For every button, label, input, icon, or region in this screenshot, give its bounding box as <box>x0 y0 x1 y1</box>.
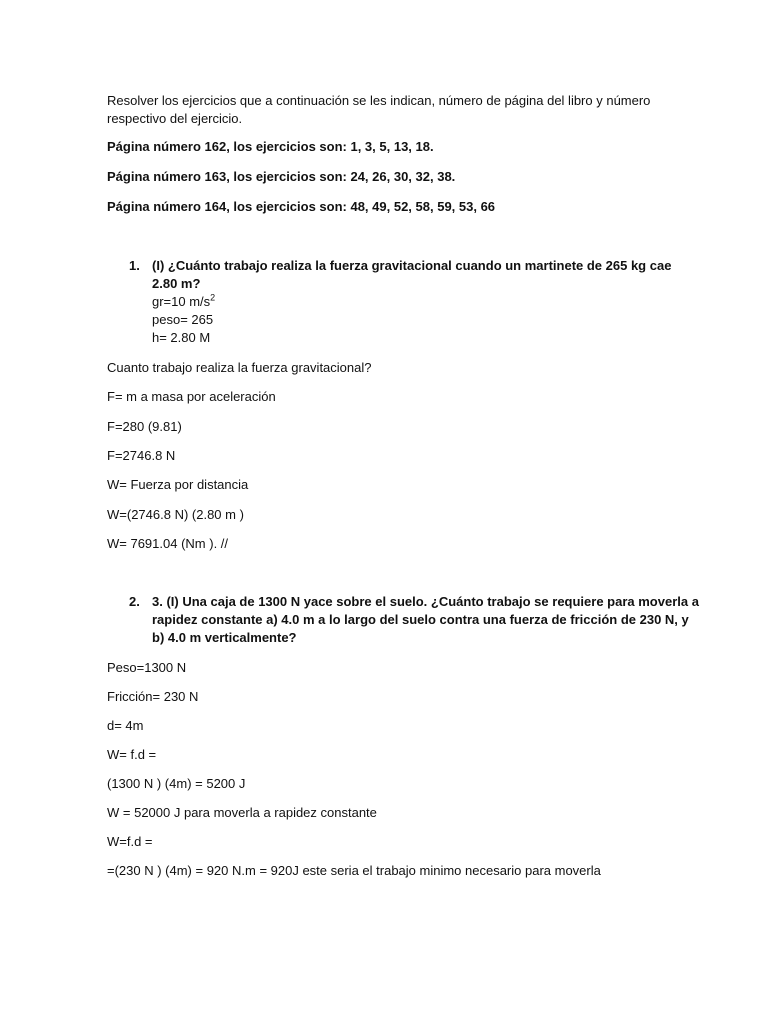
exercise-1-number: 1. <box>129 258 140 273</box>
exercise-1-solution-line: W= 7691.04 (Nm ). // <box>107 536 229 551</box>
exercise-2-question-line-3: b) 4.0 m verticalmente? <box>152 630 297 645</box>
exercise-1-solution-line: F=2746.8 N <box>107 448 176 463</box>
intro-line-2: respectivo del ejercicio. <box>107 111 243 126</box>
page-162-line: Página número 162, los ejercicios son: 1, 3, 5, 13, 18. <box>107 139 434 154</box>
exercise-2-solution-line: d= 4m <box>107 718 144 733</box>
exercise-1-given-height: h= 2.80 M <box>152 330 211 345</box>
exercise-1-solution-line: F= m a masa por aceleración <box>107 389 276 404</box>
exercise-2-question-line-2: rapidez constante a) 4.0 m a lo largo del suelo contra una fuerza de fricción de 230 N, y <box>152 612 689 627</box>
exercise-2-solution-line: =(230 N ) (4m) = 920 N.m = 920J este seria el trabajo minimo necesario para moverla <box>107 863 601 878</box>
given-gravity-text: gr=10 m/s <box>152 294 211 309</box>
exercise-1-solution-line: W= Fuerza por distancia <box>107 477 249 492</box>
exercise-2-solution-line: W = 52000 J para moverla a rapidez constante <box>107 805 377 820</box>
exercise-1-given-gravity <box>152 293 215 311</box>
exercise-2-solution-line: Peso=1300 N <box>107 660 187 675</box>
exercise-1-solution-line: Cuanto trabajo realiza la fuerza gravitacional? <box>107 360 372 375</box>
exercise-1-solution-line: W=(2746.8 N) (2.80 m ) <box>107 507 244 522</box>
intro-line-1: Resolver los ejercicios que a continuación se les indican, número de página del libro y número <box>107 93 651 108</box>
exercise-2-solution-line: Fricción= 230 N <box>107 689 199 704</box>
exercise-1-given-peso: peso= 265 <box>152 312 214 327</box>
page-163-line: Página número 163, los ejercicios son: 24, 26, 30, 32, 38. <box>107 169 456 184</box>
exercise-2-solution-line: (1300 N ) (4m) = 5200 J <box>107 776 246 791</box>
given-gravity-exponent: 2 <box>210 292 216 303</box>
exercise-1-question-line-1: (I) ¿Cuánto trabajo realiza la fuerza gravitacional cuando un martinete de 265 kg cae <box>152 258 672 273</box>
exercise-2-solution-line: W=f.d = <box>107 834 153 849</box>
exercise-2-question-line-1: 3. (I) Una caja de 1300 N yace sobre el suelo. ¿Cuánto trabajo se requiere para moverla a <box>152 594 699 609</box>
exercise-2-solution-line: W= f.d = <box>107 747 157 762</box>
exercise-1-question-line-2: 2.80 m? <box>152 276 201 291</box>
exercise-1-solution-line: F=280 (9.81) <box>107 419 182 434</box>
exercise-2-number: 2. <box>129 594 140 609</box>
page-164-line: Página número 164, los ejercicios son: 48, 49, 52, 58, 59, 53, 66 <box>107 199 496 214</box>
